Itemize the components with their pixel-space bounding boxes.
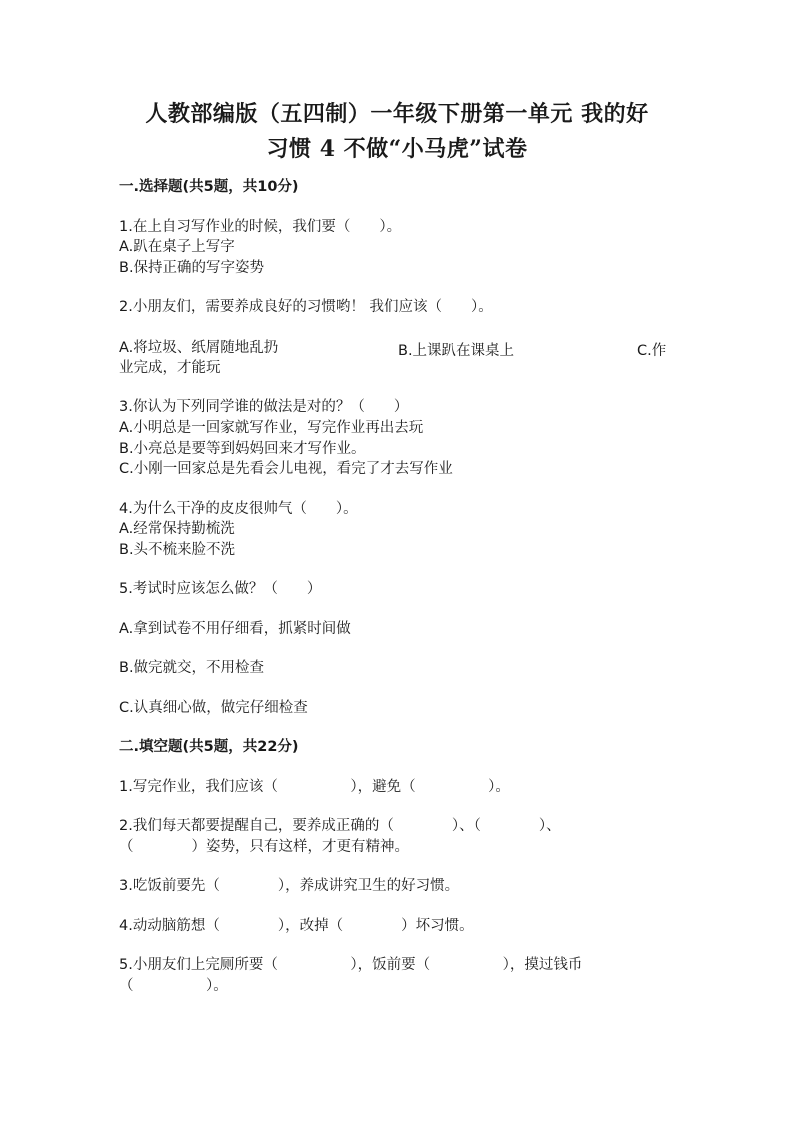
section-1-heading: 一.选择题(共5题，共10分) [119,179,299,195]
s1-q1-option-a: A.趴在桌子上写字 [119,239,235,255]
section-2-heading: 二.填空题(共5题，共22分) [119,739,299,755]
s2-q5-line-1: 5.小朋友们上完厕所要（ ），饭前要（ ），摸过钱币 [119,957,583,973]
s1-q1-option-b: B.保持正确的写字姿势 [119,260,265,276]
s1-q5-option-c: C.认真细心做，做完仔细检查 [119,700,308,716]
s2-q3: 3.吃饭前要先（ ），养成讲究卫生的好习惯。 [119,878,460,894]
s2-q2-line-2: （ ）姿势，只有这样，才更有精神。 [119,839,409,855]
s1-q1-stem: 1.在上自习写作业的时候，我们要（ ）。 [119,219,402,235]
title-line-2: 习惯 4 不做“小马虎”试卷 [266,136,528,162]
s1-q2-option-b: B.上课趴在课桌上 [398,343,515,359]
s1-q3-option-c: C.小刚一回家总是先看会儿电视，看完了才去写作业 [119,461,453,477]
s1-q4-option-b: B.头不梳来脸不洗 [119,542,236,558]
s2-q5-line-2: （ ）。 [119,978,228,994]
s1-q3-option-b: B.小亮总是要等到妈妈回来才写作业。 [119,441,366,457]
s1-q4-option-a: A.经常保持勤梳洗 [119,521,235,537]
s2-q2-line-1: 2.我们每天都要提醒自己，要养成正确的（ ）、（ ）、 [119,818,561,834]
s1-q4-stem: 4.为什么干净的皮皮很帅气（ ）。 [119,501,358,517]
s1-q5-stem: 5.考试时应该怎么做？（ ） [119,581,322,597]
s1-q5-option-a: A.拿到试卷不用仔细看，抓紧时间做 [119,621,351,637]
s1-q5-option-b: B.做完就交，不用检查 [119,660,265,676]
s1-q2-stem: 2.小朋友们，需要养成良好的习惯哟！ 我们应该（ ）。 [119,299,493,315]
s1-q3-stem: 3.你认为下列同学谁的做法是对的？（ ） [119,399,409,415]
s1-q2-option-a: A.将垃圾、纸屑随地乱扔 [119,340,279,356]
s1-q2-option-c: C.作 [637,343,667,359]
s2-q1: 1.写完作业，我们应该（ ），避免（ ）。 [119,779,510,795]
s1-q2-option-c-continued: 业完成，才能玩 [119,360,221,376]
title-line-1: 人教部编版（五四制）一年级下册第一单元 我的好 [145,101,649,127]
s2-q4: 4.动动脑筋想（ ），改掉（ ）坏习惯。 [119,918,474,934]
s1-q3-option-a: A.小明总是一回家就写作业，写完作业再出去玩 [119,420,424,436]
